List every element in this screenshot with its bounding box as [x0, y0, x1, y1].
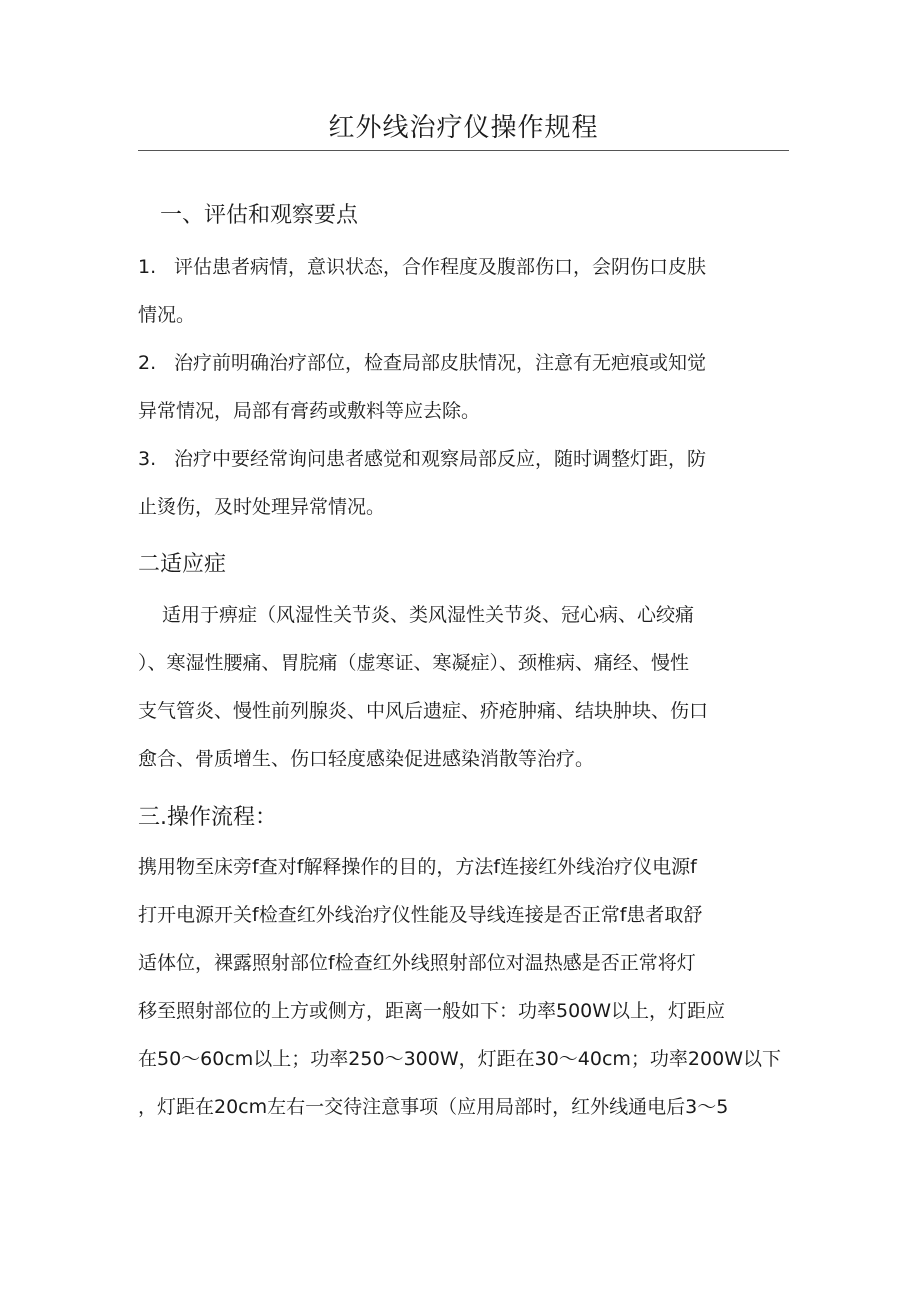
item-text: 治疗中要经常询问患者感觉和观察局部反应，随时调整灯距，防	[174, 448, 707, 470]
section1-item3-line2: 止烫伤，及时处理异常情况。	[138, 496, 386, 518]
section1-item1-line1	[138, 253, 798, 281]
section3-heading: 三.操作流程：	[138, 805, 277, 830]
item-number: 2.	[138, 352, 157, 374]
title-underline	[138, 150, 789, 151]
section1-heading: 一、评估和观察要点	[160, 203, 359, 228]
section1-item2-line1	[138, 349, 798, 377]
document-title: 红外线治疗仪操作规程	[328, 113, 599, 143]
section2-heading: 二适应症	[138, 552, 227, 577]
section1-item2-line2: 异常情况，局部有膏药或敷料等应去除。	[138, 400, 481, 422]
section1-item1-line2: 情况。	[138, 304, 196, 326]
section2-line: 支气管炎、慢性前列腺炎、中风后遗症、疥疮肿痛、结块肿块、伤口	[138, 700, 709, 722]
section3-line: 移至照射部位的上方或侧方，距离一般如下：功率500W以上，灯距应	[138, 1000, 726, 1022]
section3-line: 在50～60cm以上；功率250～300W，灯距在30～40cm；功率200W以下	[138, 1048, 781, 1070]
item-number: 1.	[138, 256, 157, 278]
section2-line: 愈合、骨质增生、伤口轻度感染促进感染消散等治疗。	[138, 748, 595, 770]
item-text: 评估患者病情，意识状态，合作程度及腹部伤口，会阴伤口皮肤	[174, 256, 707, 278]
section1-item3-line1	[138, 445, 798, 473]
item-text: 治疗前明确治疗部位，检查局部皮肤情况，注意有无疤痕或知觉	[174, 352, 707, 374]
section3-line: 打开电源开关f检查红外线治疗仪性能及导线连接是否正常f患者取舒	[138, 904, 703, 926]
item-number: 3.	[138, 448, 157, 470]
section3-line: 携用物至床旁f查对f解释操作的目的，方法f连接红外线治疗仪电源f	[138, 856, 697, 878]
section2-line: ）、寒湿性腰痛、胃脘痛（虚寒证、寒凝症）、颈椎病、痛经、慢性	[138, 652, 690, 674]
section2-line: 适用于痹症（风湿性关节炎、类风湿性关节炎、冠心病、心绞痛	[162, 604, 695, 626]
section3-line: ，灯距在20cm左右一交待注意事项（应用局部时，红外线通电后3～5	[138, 1096, 729, 1118]
section3-line: 适体位，裸露照射部位f检查红外线照射部位对温热感是否正常将灯	[138, 952, 696, 974]
